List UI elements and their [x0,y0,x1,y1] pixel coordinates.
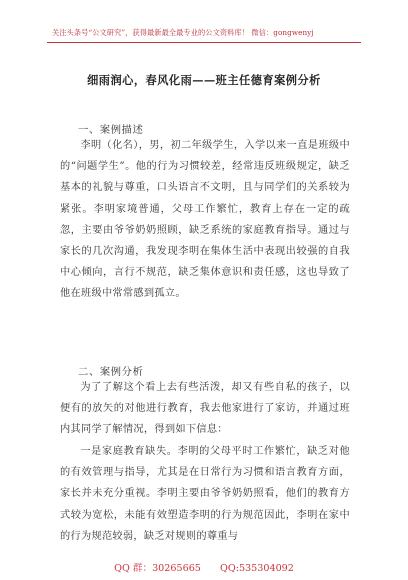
footer-qq: QQ:535304092 [219,563,294,574]
header-divider [47,42,361,43]
document-title: 细雨润心，春风化雨——班主任德育案例分析 [87,73,321,87]
section-heading-case-analysis: 二、案例分析 [78,366,144,378]
footer-qq-group: QQ 群：30265665 [114,563,201,574]
paragraph-case-description: 李明（化名），男，初二年级学生，入学以来一直是班级中的“问题学生”。他的行为习惯较差，经常违反班级规定，缺乏基本的礼貌与尊重，口头语言不文明，且与同学们的关系较为紧张。李明家境普通，父母工作繁忙，教育上存在一定的疏忽，主要由爷爷奶奶照顾，缺乏系统的家庭教育指导。通过与家长的几次沟通，我发现李明在集体生活中表现出较强的自我中心倾向，言行不规范，缺乏集体意识和责任感，这也导致了他在班级中常常感到孤立。 [60,140,350,300]
paragraph-analysis-family: 一是家庭教育缺失。李明的父母平时工作繁忙，缺乏对他的有效管理与指导，尤其是在日常行为习惯和语言教育方面，家长并未充分重视。李明主要由爷爷奶奶照看，他们的教育方式较为宽松，未能有效塑造李明的行为规范因此，李明在家中的行为规范较弱，缺乏对规则的尊重与 [60,446,350,542]
section-heading-case-description: 一、案例描述 [78,124,144,136]
footer-contact [0,560,408,574]
header-promo: 关注头条号“公文研究”，获得最新最全最专业的公文资料库！ 微信：gongwenyj [52,28,314,37]
paragraph-analysis-intro: 为了了解这个看上去有些活泼，却又有些自私的孩子，以便有的放矢的对他进行教育，我去他家进行了家访，并通过班内其同学了解情况，得到如下信息： [60,382,350,436]
